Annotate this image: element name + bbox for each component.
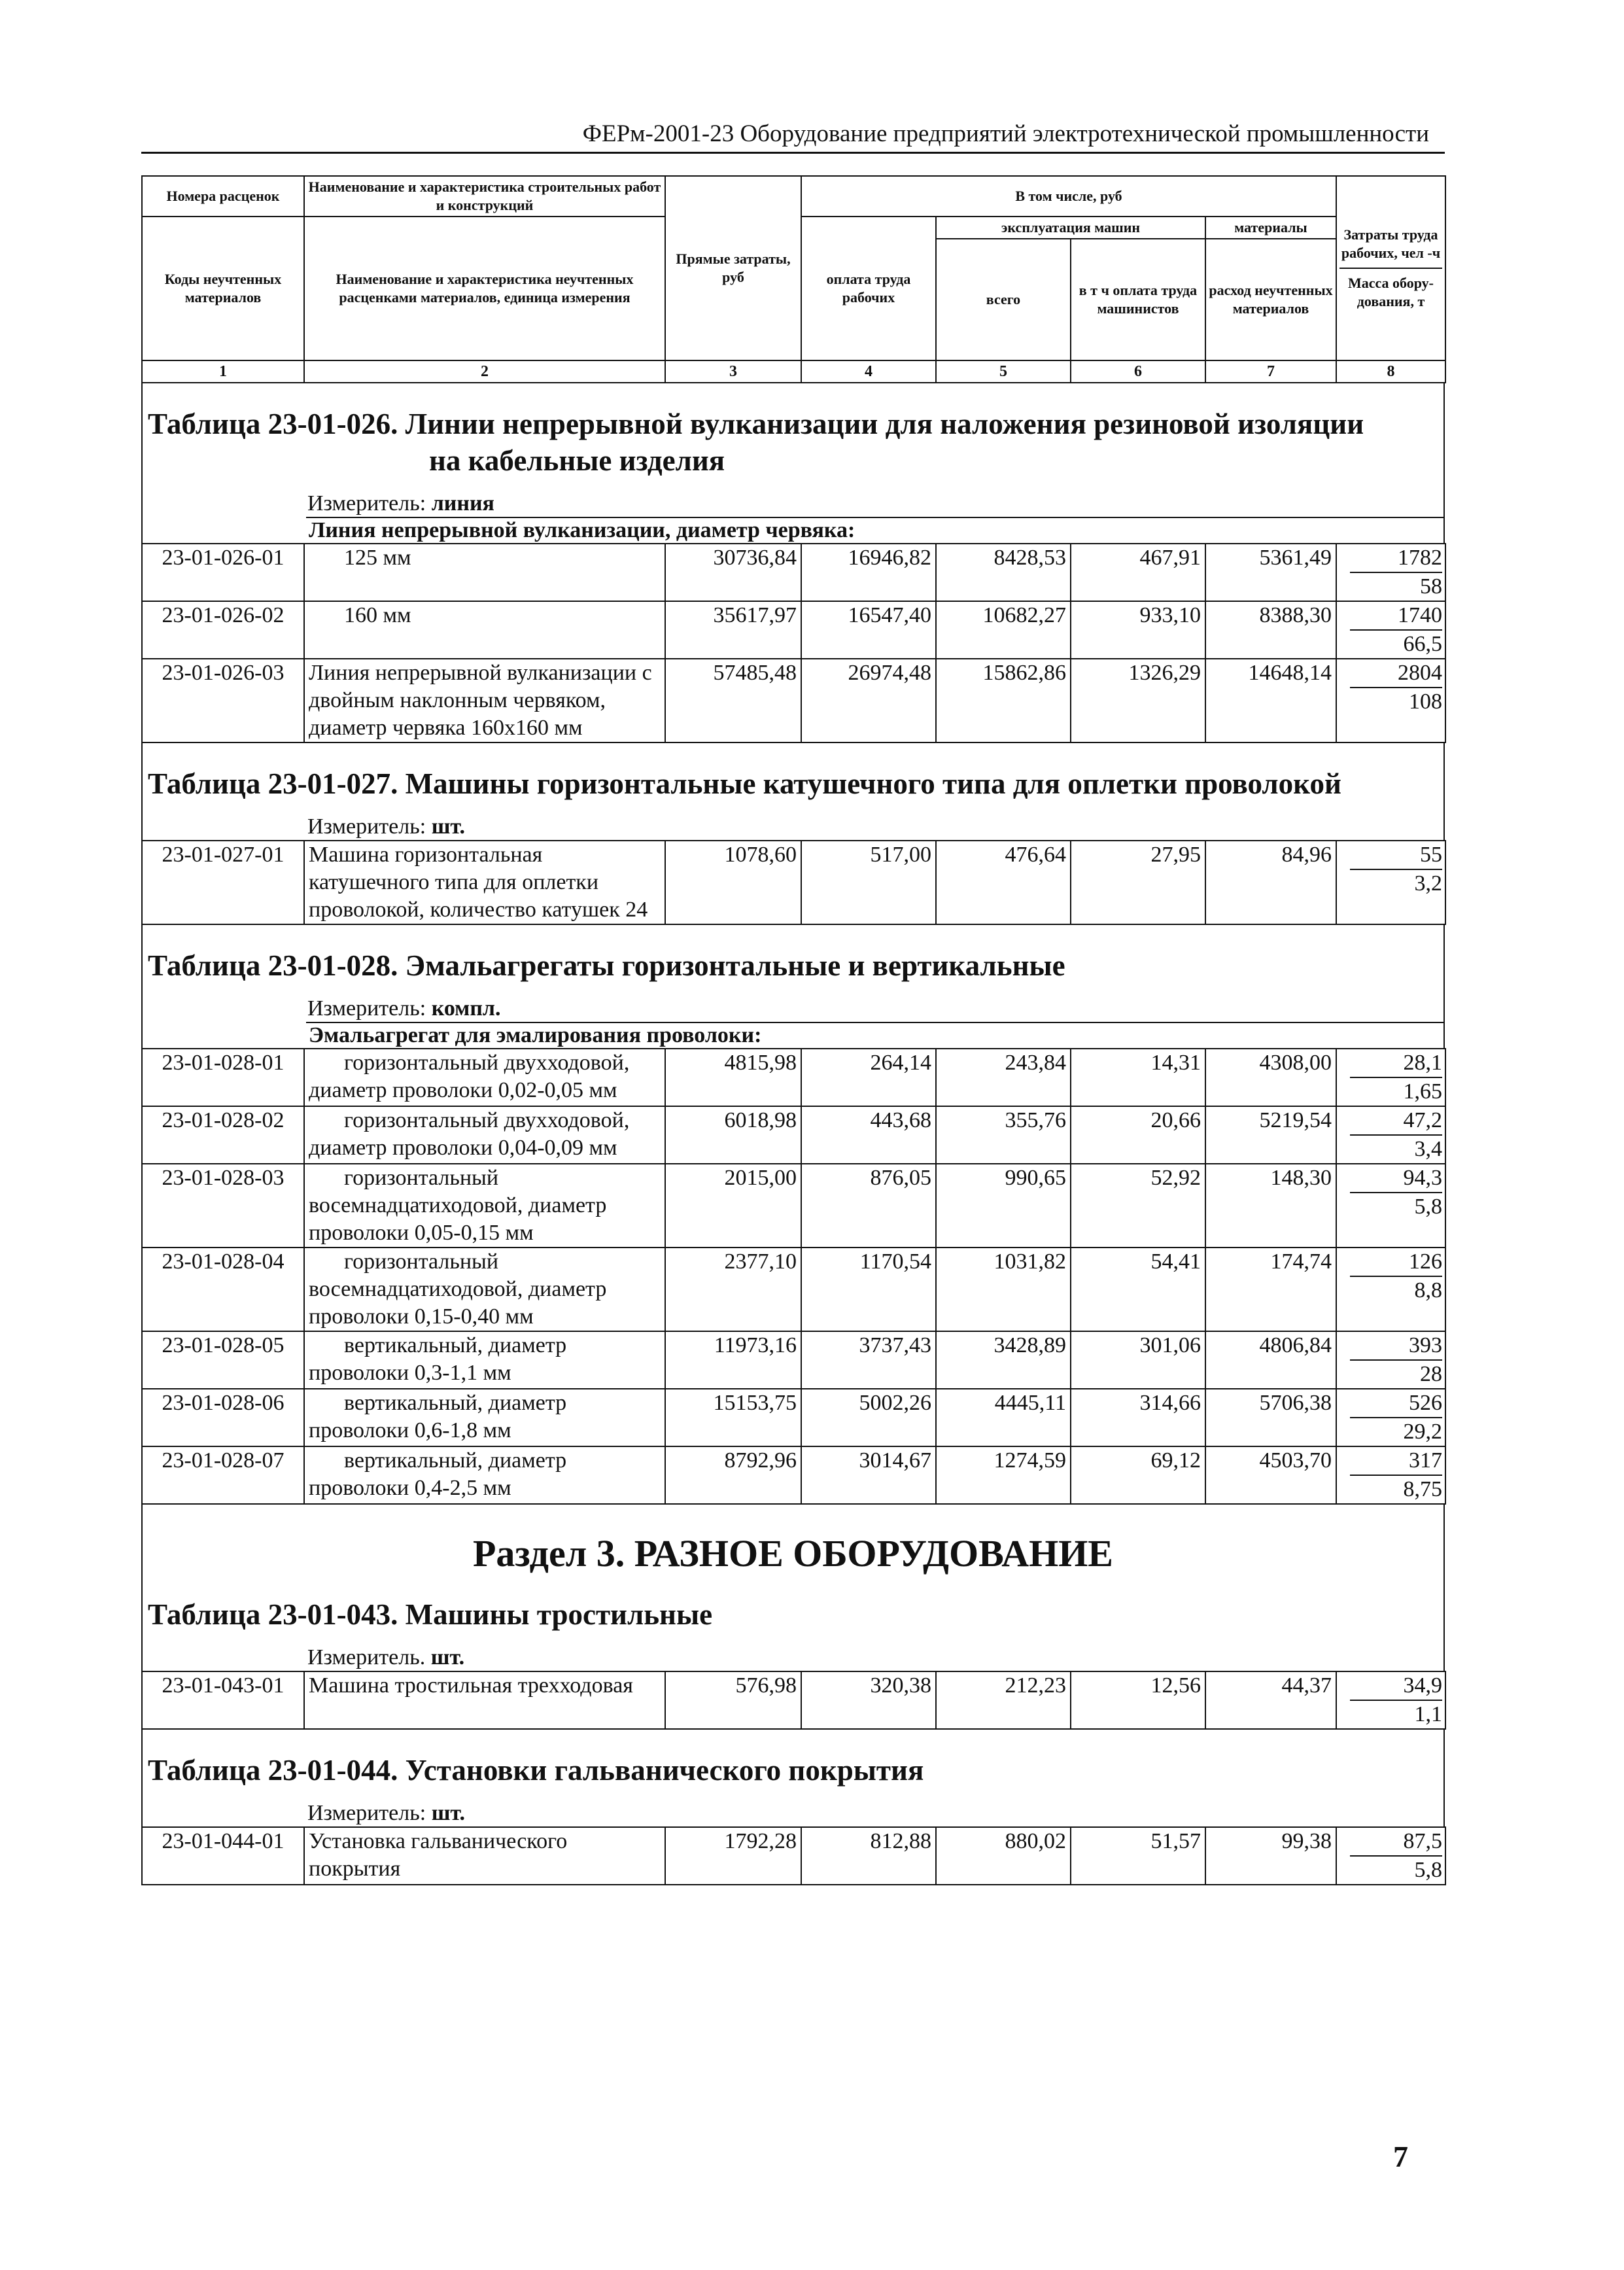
operators-pay: 467,91 <box>1071 544 1205 601</box>
labor-pay: 443,68 <box>801 1106 936 1164</box>
col2-bottom: Наименование и характеристика неучтенных расценками материалов, единица измерения <box>304 217 665 360</box>
col-number: 2 <box>304 360 665 383</box>
rate-name: 125 мм <box>304 544 665 601</box>
labor-pay: 812,88 <box>801 1827 936 1885</box>
direct-costs: 1792,28 <box>665 1827 801 1885</box>
operators-pay: 52,92 <box>1071 1164 1205 1248</box>
rate-code: 23-01-026-02 <box>142 601 304 659</box>
labor-and-mass: 1740 66,5 <box>1336 601 1445 659</box>
direct-costs: 57485,48 <box>665 659 801 742</box>
table-026-section <box>141 383 1445 543</box>
rate-code: 23-01-044-01 <box>142 1827 304 1885</box>
labor-pay: 16946,82 <box>801 544 936 601</box>
operators-pay: 301,06 <box>1071 1331 1205 1389</box>
operators-pay: 54,41 <box>1071 1248 1205 1331</box>
col1-top: Номера расценок <box>142 176 304 217</box>
labor-and-mass: 2804 108 <box>1336 659 1445 742</box>
labor-pay: 3014,67 <box>801 1446 936 1504</box>
machines-total: 10682,27 <box>936 601 1071 659</box>
direct-costs: 2377,10 <box>665 1248 801 1331</box>
labor-and-mass: 47,2 3,4 <box>1336 1106 1445 1164</box>
table-row <box>142 659 1445 742</box>
operators-pay: 1326,29 <box>1071 659 1205 742</box>
direct-costs: 4815,98 <box>665 1049 801 1106</box>
col8-header <box>1336 176 1445 360</box>
machines-total: 880,02 <box>936 1827 1071 1885</box>
table-044-rows <box>141 1826 1446 1885</box>
materials: 5219,54 <box>1205 1106 1336 1164</box>
table-028-section <box>141 925 1445 1048</box>
materials: 4503,70 <box>1205 1446 1336 1504</box>
table-row <box>142 544 1445 601</box>
table-row <box>142 1331 1445 1389</box>
column-numbers-row <box>142 360 1445 383</box>
labor-pay: 1170,54 <box>801 1248 936 1331</box>
rate-code: 23-01-026-01 <box>142 544 304 601</box>
rate-code: 23-01-027-01 <box>142 841 304 924</box>
rate-code: 23-01-028-07 <box>142 1446 304 1504</box>
col5-header: всего <box>936 239 1071 360</box>
machines-total: 4445,11 <box>936 1389 1071 1446</box>
machines-total: 8428,53 <box>936 544 1071 601</box>
table-044-measure: Измеритель: шт. <box>307 1801 466 1825</box>
table-043-measure: Измеритель. шт. <box>307 1645 465 1669</box>
col3-header: Прямые затраты, руб <box>665 176 801 360</box>
materials: 44,37 <box>1205 1671 1336 1729</box>
machines-total: 15862,86 <box>936 659 1071 742</box>
operators-pay: 69,12 <box>1071 1446 1205 1504</box>
page-number: 7 <box>1393 2140 1408 2173</box>
rate-name: Установка гальванического покрытия <box>304 1827 665 1885</box>
table-026-group-heading: Линия непрерывной вулканизации, диаметр червяка: <box>306 517 1443 543</box>
operators-pay: 51,57 <box>1071 1827 1205 1885</box>
section-3 <box>141 1505 1445 1671</box>
rate-code: 23-01-043-01 <box>142 1671 304 1729</box>
materials: 5706,38 <box>1205 1389 1336 1446</box>
direct-costs: 11973,16 <box>665 1331 801 1389</box>
col-number: 4 <box>801 360 936 383</box>
machines-total: 3428,89 <box>936 1331 1071 1389</box>
materials: 99,38 <box>1205 1827 1336 1885</box>
table-row <box>142 601 1445 659</box>
operators-pay: 933,10 <box>1071 601 1205 659</box>
table-row <box>142 1389 1445 1446</box>
labor-and-mass: 28,1 1,65 <box>1336 1049 1445 1106</box>
table-028-title: Таблица 23-01-028. Эмальагрегаты горизонтальные и вертикальные <box>148 949 1065 982</box>
labor-and-mass: 526 29,2 <box>1336 1389 1445 1446</box>
materials: 8388,30 <box>1205 601 1336 659</box>
labor-pay: 26974,48 <box>801 659 936 742</box>
rate-code: 23-01-028-02 <box>142 1106 304 1164</box>
col8-bottom: Масса обору-дования, т <box>1339 268 1442 311</box>
direct-costs: 15153,75 <box>665 1389 801 1446</box>
materials: 14648,14 <box>1205 659 1336 742</box>
rate-code: 23-01-028-04 <box>142 1248 304 1331</box>
rate-code: 23-01-028-03 <box>142 1164 304 1248</box>
running-header <box>141 119 1445 154</box>
rate-name: горизонтальный восемнадцатиходовой, диаметр проволоки 0,05-0,15 мм <box>304 1164 665 1248</box>
operators-pay: 20,66 <box>1071 1106 1205 1164</box>
table-row <box>142 1248 1445 1331</box>
table-043-title: Таблица 23-01-043. Машины тростильные <box>148 1598 713 1631</box>
labor-and-mass: 126 8,8 <box>1336 1248 1445 1331</box>
direct-costs: 6018,98 <box>665 1106 801 1164</box>
col4-header: оплата труда рабочих <box>801 217 936 360</box>
labor-pay: 16547,40 <box>801 601 936 659</box>
col-number: 1 <box>142 360 304 383</box>
table-row <box>142 1671 1445 1729</box>
col-number: 7 <box>1205 360 1336 383</box>
table-row <box>142 1049 1445 1106</box>
rate-name: вертикальный, диаметр проволоки 0,6-1,8 мм <box>304 1389 665 1446</box>
rate-code: 23-01-026-03 <box>142 659 304 742</box>
table-row <box>142 1164 1445 1248</box>
materials: 4806,84 <box>1205 1331 1336 1389</box>
operators-pay: 12,56 <box>1071 1671 1205 1729</box>
col7-header: расход неучтенных материалов <box>1205 239 1336 360</box>
table-027-title: Таблица 23-01-027. Машины горизонтальные катушечного типа для оплетки проволокой <box>148 767 1341 800</box>
section-3-title: Раздел 3. РАЗНОЕ ОБОРУДОВАНИЕ <box>472 1532 1113 1575</box>
machines-total: 212,23 <box>936 1671 1071 1729</box>
col-number: 3 <box>665 360 801 383</box>
table-row <box>142 1446 1445 1504</box>
column-header-table <box>141 175 1446 383</box>
table-row <box>142 1106 1445 1164</box>
machines-total: 476,64 <box>936 841 1071 924</box>
machines-total: 355,76 <box>936 1106 1071 1164</box>
table-027-rows <box>141 840 1446 925</box>
operators-pay: 27,95 <box>1071 841 1205 924</box>
labor-and-mass: 55 3,2 <box>1336 841 1445 924</box>
rate-code: 23-01-028-06 <box>142 1389 304 1446</box>
table-027-measure: Измеритель: шт. <box>307 814 466 839</box>
rate-name: Линия непрерывной вулканизации с двойным наклонным червяком, диаметр червяка 160х160 мм <box>304 659 665 742</box>
col1-bottom: Коды неучтенных материалов <box>142 217 304 360</box>
table-043-rows <box>141 1671 1446 1730</box>
labor-and-mass: 1782 58 <box>1336 544 1445 601</box>
table-028-group-heading: Эмальагрегат для эмалирования проволоки: <box>306 1022 1443 1048</box>
direct-costs: 576,98 <box>665 1671 801 1729</box>
labor-pay: 517,00 <box>801 841 936 924</box>
rate-code: 23-01-028-05 <box>142 1331 304 1389</box>
col-number: 8 <box>1336 360 1445 383</box>
machines-header: эксплуатация машин <box>936 217 1205 239</box>
labor-and-mass: 34,9 1,1 <box>1336 1671 1445 1729</box>
table-026-measure: Измеритель: линия <box>307 491 494 515</box>
labor-pay: 3737,43 <box>801 1331 936 1389</box>
direct-costs: 1078,60 <box>665 841 801 924</box>
rate-name: Машина горизонтальная катушечного типа для оплетки проволокой, количество катушек 24 <box>304 841 665 924</box>
rate-name: вертикальный, диаметр проволоки 0,3-1,1 мм <box>304 1331 665 1389</box>
direct-costs: 8792,96 <box>665 1446 801 1504</box>
labor-pay: 320,38 <box>801 1671 936 1729</box>
labor-and-mass: 94,3 5,8 <box>1336 1164 1445 1248</box>
col2-top: Наименование и характеристика строительных работ и конструкций <box>304 176 665 217</box>
rate-name: горизонтальный восемнадцатиходовой, диаметр проволоки 0,15-0,40 мм <box>304 1248 665 1331</box>
materials-header: материалы <box>1205 217 1336 239</box>
labor-and-mass: 393 28 <box>1336 1331 1445 1389</box>
materials: 148,30 <box>1205 1164 1336 1248</box>
operators-pay: 14,31 <box>1071 1049 1205 1106</box>
labor-pay: 264,14 <box>801 1049 936 1106</box>
direct-costs: 30736,84 <box>665 544 801 601</box>
header-title: ФЕРм-2001-23 Оборудование предприятий электротехнической промышленности <box>582 120 1429 147</box>
direct-costs: 2015,00 <box>665 1164 801 1248</box>
incl-header: В том числе, руб <box>801 176 1336 217</box>
rate-name: горизонтальный двухходовой, диаметр проволоки 0,02-0,05 мм <box>304 1049 665 1106</box>
materials: 174,74 <box>1205 1248 1336 1331</box>
labor-pay: 5002,26 <box>801 1389 936 1446</box>
materials: 84,96 <box>1205 841 1336 924</box>
direct-costs: 35617,97 <box>665 601 801 659</box>
machines-total: 990,65 <box>936 1164 1071 1248</box>
machines-total: 1031,82 <box>936 1248 1071 1331</box>
rate-name: Машина тростильная трехходовая <box>304 1671 665 1729</box>
materials: 5361,49 <box>1205 544 1336 601</box>
document-body <box>141 175 1445 1885</box>
rate-name: вертикальный, диаметр проволоки 0,4-2,5 мм <box>304 1446 665 1504</box>
labor-and-mass: 317 8,75 <box>1336 1446 1445 1504</box>
rate-name: горизонтальный двухходовой, диаметр проволоки 0,04-0,09 мм <box>304 1106 665 1164</box>
labor-pay: 876,05 <box>801 1164 936 1248</box>
col-number: 5 <box>936 360 1071 383</box>
machines-total: 243,84 <box>936 1049 1071 1106</box>
rate-code: 23-01-028-01 <box>142 1049 304 1106</box>
table-044-title: Таблица 23-01-044. Установки гальванического покрытия <box>148 1754 924 1787</box>
table-026-rows <box>141 543 1446 743</box>
col6-header: в т ч оплата труда машинистов <box>1071 239 1205 360</box>
col-number: 6 <box>1071 360 1205 383</box>
table-028-measure: Измеритель: компл. <box>307 996 501 1021</box>
table-026-title: Таблица 23-01-026. Линии непрерывной вулканизации для наложения резиновой изоляции на кабельные изделия <box>148 408 1364 477</box>
labor-and-mass: 87,5 5,8 <box>1336 1827 1445 1885</box>
table-row <box>142 1827 1445 1885</box>
materials: 4308,00 <box>1205 1049 1336 1106</box>
table-row <box>142 841 1445 924</box>
machines-total: 1274,59 <box>936 1446 1071 1504</box>
operators-pay: 314,66 <box>1071 1389 1205 1446</box>
table-028-rows <box>141 1048 1446 1505</box>
table-027-section <box>141 743 1445 840</box>
table-044-section <box>141 1730 1445 1826</box>
rate-name: 160 мм <box>304 601 665 659</box>
col8-top: Затраты труда рабочих, чел -ч <box>1341 226 1441 261</box>
